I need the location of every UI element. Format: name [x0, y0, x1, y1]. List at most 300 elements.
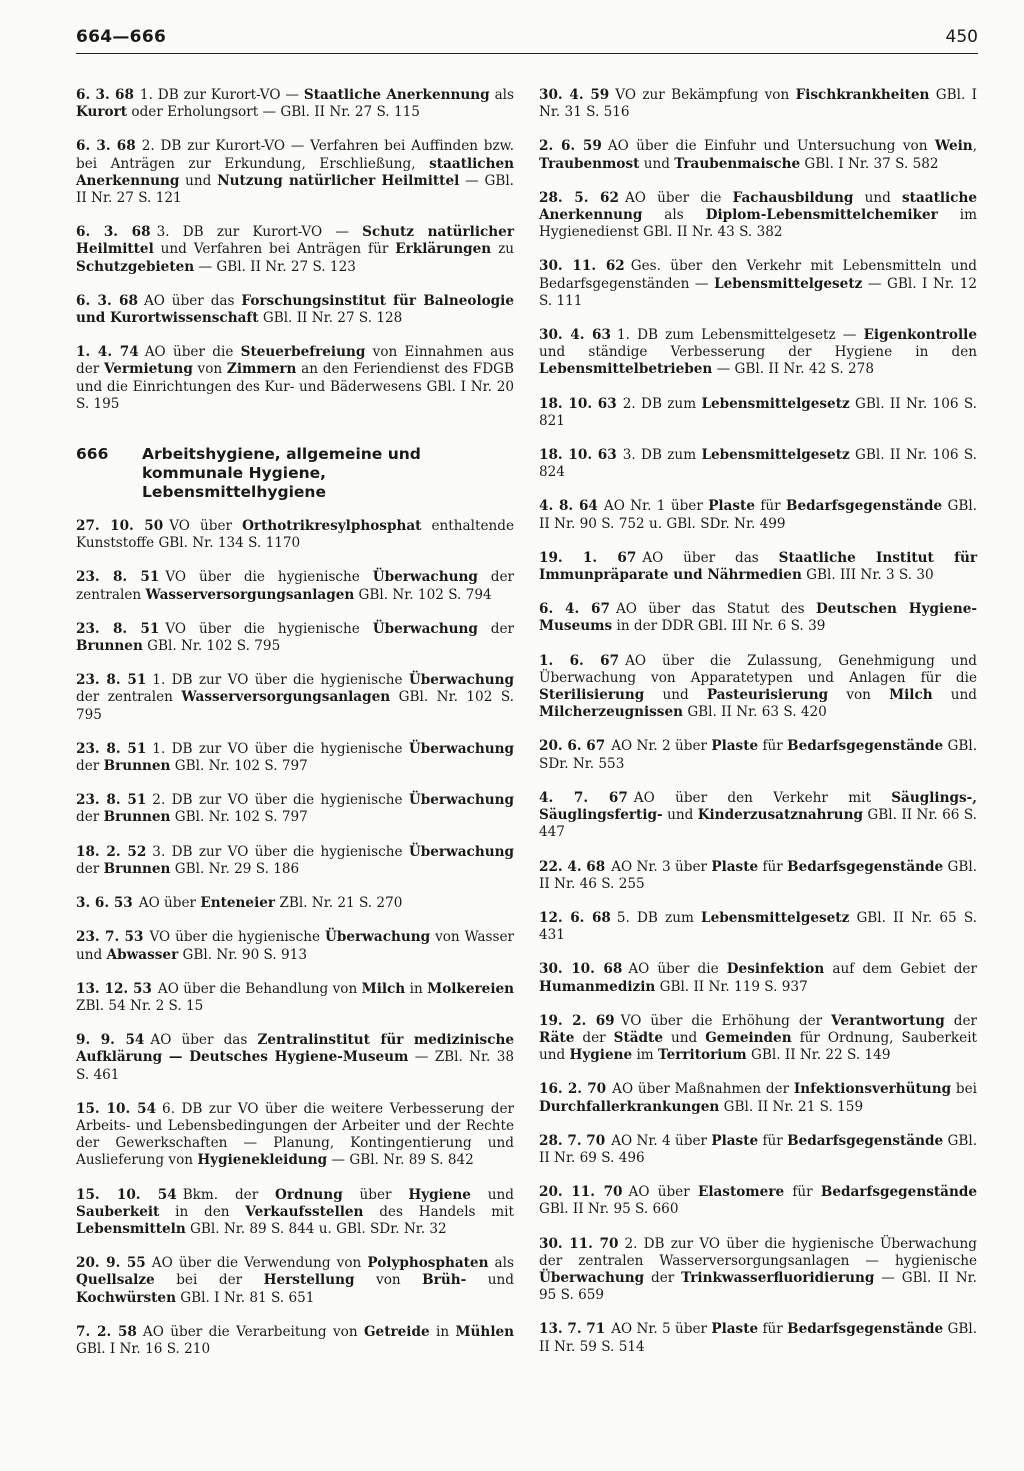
entry-date: 30. 10. 68 — [539, 961, 623, 978]
entry-text: als — [488, 1255, 514, 1272]
entry-text: 1. DB zur Kurort-VO — — [139, 87, 304, 103]
index-entry — [76, 1032, 514, 1084]
index-entry — [76, 138, 514, 207]
entry-date: 23. 8. 51 — [76, 620, 160, 637]
entry-text: — GBl. II Nr. 27 S. 121 — [76, 172, 514, 207]
entry-keyword: Überwachung — [408, 792, 514, 809]
entry-text: und — [639, 155, 675, 172]
entry-keyword: Steuerbefreiung — [240, 344, 366, 361]
entry-keyword: staatlichen Anerkennung — [76, 155, 514, 189]
entry-keyword: Mühlen — [455, 1323, 515, 1340]
index-entry — [539, 447, 977, 481]
entry-text: — GBl. II Nr. 42 S. 278 — [712, 361, 874, 378]
entries-continued — [76, 87, 514, 413]
entry-keyword: Elastomere — [697, 1184, 785, 1201]
entry-text: AO über die — [628, 961, 727, 978]
entry-date: 16. 2. 70 — [539, 1081, 607, 1098]
index-entry — [539, 138, 977, 172]
entry-text: GBl. Nr. 102 S. 795 — [76, 689, 514, 723]
entry-text: ZBl. Nr. 21 S. 270 — [275, 895, 403, 912]
entry-keyword: Lebensmittelgesetz — [714, 275, 863, 292]
entry-text: GBl. I Nr. 31 S. 516 — [539, 87, 977, 121]
entry-text: AO über den Verkehr mit — [633, 789, 892, 806]
index-entry — [539, 190, 977, 242]
entry-keyword: Zentralinstitut für medizinische Aufklärung — Deutsches Hygiene-Museum — [76, 1032, 514, 1066]
entry-keyword: Trinkwasserfluoridierung — [681, 1269, 875, 1286]
entry-keyword: Bedarfsgegenstände — [787, 1321, 944, 1338]
index-entry — [76, 929, 514, 963]
index-entry — [76, 1324, 514, 1358]
entry-text: 1. DB zur VO über die hygienische — [152, 740, 409, 757]
entry-text: AO Nr. 2 über — [611, 738, 712, 755]
entry-text: GBl. Nr. 102 S. 794 — [354, 586, 492, 603]
entry-text: GBl. SDr. Nr. 553 — [539, 738, 978, 772]
entry-date: 4. 8. 64 — [539, 498, 598, 515]
entry-text: und — [853, 189, 903, 206]
index-entry — [76, 87, 514, 121]
entry-text: der — [944, 1012, 977, 1029]
section-number: 666 — [76, 445, 109, 464]
entry-keyword: Ordnung — [275, 1186, 343, 1203]
entry-text: 2. DB zum — [622, 395, 702, 412]
entry-text: 3. DB zum — [622, 447, 702, 464]
index-entry — [539, 790, 977, 842]
entry-keyword: Orthotrikresylphosphat — [242, 518, 422, 535]
entry-text: oder Erholungsort — GBl. II Nr. 27 S. 115 — [127, 104, 420, 121]
index-entry — [539, 601, 977, 635]
index-entry — [76, 981, 514, 1015]
entry-date: 20. 9. 55 — [76, 1255, 146, 1272]
index-entry — [539, 1013, 977, 1065]
index-entry — [539, 1184, 977, 1218]
entry-keyword: Überwachung — [408, 672, 514, 689]
header-section-range: 664—666 — [76, 27, 167, 47]
entry-keyword: Plaste — [711, 1132, 759, 1149]
entry-text: von — [192, 361, 227, 378]
entry-keyword: Bedarfsgegenstände — [786, 498, 943, 515]
entry-text: 1. DB zum Lebensmittelgesetz — — [616, 327, 864, 344]
entry-keyword: Hygiene — [569, 1047, 633, 1064]
index-entry — [539, 1081, 977, 1115]
entry-date: 2. 6. 59 — [539, 138, 602, 155]
entry-keyword: Hygiene — [408, 1186, 471, 1203]
entry-text: als — [642, 207, 706, 224]
entry-keyword: Verkaufsstellen — [245, 1203, 364, 1220]
entry-text: ZBl. 54 Nr. 2 S. 15 — [76, 997, 204, 1014]
entry-text: als — [489, 87, 514, 103]
entry-text: für — [758, 858, 788, 875]
entry-text: AO über das — [150, 1032, 258, 1049]
entry-text: der — [76, 809, 104, 826]
entry-keyword: Milcherzeugnissen — [539, 704, 683, 721]
entry-keyword: Brunnen — [76, 638, 143, 655]
entry-keyword: Plaste — [711, 1321, 759, 1338]
index-entry — [539, 87, 977, 121]
index-entry — [539, 738, 977, 772]
entry-keyword: Brunnen — [103, 809, 171, 826]
entry-text: im — [632, 1047, 659, 1064]
entry-text: im Hygienedienst GBl. II Nr. 43 S. 382 — [539, 207, 977, 241]
entry-keyword: Traubenmaische — [674, 155, 801, 172]
entry-text: VO zur Bekämpfung von — [615, 87, 796, 103]
entry-text: VO über die hygienische — [165, 620, 373, 637]
entry-keyword: Sterilisierung — [539, 687, 645, 704]
entry-keyword: Polyphosphaten — [367, 1255, 489, 1272]
entry-keyword: Deutschen Hygiene-Museums — [539, 601, 977, 635]
entry-date: 3. 6. 53 — [76, 895, 133, 912]
entry-text: in — [405, 980, 428, 997]
entry-date: 13. 12. 53 — [76, 980, 152, 997]
index-entry — [539, 1133, 977, 1167]
entry-keyword: Molkereien — [427, 980, 515, 997]
index-entry — [76, 672, 514, 724]
entry-keyword: Brunnen — [103, 860, 171, 877]
entry-date: 18. 2. 52 — [76, 843, 147, 860]
index-entry — [76, 293, 514, 327]
entry-keyword: Lebensmittelgesetz — [701, 909, 850, 926]
entry-text: GBl. II Nr. 27 S. 128 — [258, 310, 403, 327]
entry-text: 5. DB zum — [616, 909, 702, 926]
section-heading — [76, 445, 514, 502]
entry-keyword: Kinderzusatznahrung — [697, 807, 863, 824]
entry-text: GBl. II Nr. 90 S. 752 u. GBl. SDr. Nr. 499 — [539, 498, 977, 532]
entry-text: für — [754, 498, 787, 515]
entry-date: 23. 7. 53 — [76, 929, 144, 946]
entry-text: von Wasser und — [76, 929, 515, 963]
entry-keyword: Lebensmittelgesetz — [701, 395, 850, 412]
entry-text: GBl. Nr. 90 S. 913 — [178, 946, 307, 963]
entry-text: GBl. II Nr. 106 S. 824 — [539, 447, 977, 481]
entry-text: AO über die Verwendung von — [151, 1255, 368, 1272]
entry-text: GBl. II Nr. 65 S. 431 — [539, 909, 977, 944]
entry-text: AO über Maßnahmen der — [612, 1081, 794, 1098]
entry-date: 1. 6. 67 — [539, 652, 620, 669]
entry-keyword: Bedarfsgegenstände — [787, 738, 944, 755]
entry-text: bei — [951, 1081, 977, 1098]
index-entry — [76, 621, 514, 655]
entry-date: 23. 8. 51 — [76, 569, 160, 586]
entry-date: 20. 6. 67 — [539, 738, 606, 755]
index-entry — [539, 1321, 977, 1355]
index-entry — [76, 844, 514, 878]
entry-text: AO Nr. 1 über — [603, 498, 709, 515]
entry-text: VO über — [169, 518, 243, 535]
entry-date: 27. 10. 50 — [76, 518, 164, 535]
entry-keyword: Bedarfsgegenstände — [820, 1184, 977, 1201]
entry-text: GBl. Nr. 89 S. 844 u. GBl. SDr. Nr. 32 — [185, 1220, 447, 1237]
entry-text: für — [758, 1132, 788, 1149]
entry-text: 2. DB zur Kurort-VO — Verfahren bei Auffinden bzw. bei Anträgen zur Erkundung, Erschließung, — [76, 138, 515, 172]
entry-date: 22. 4. 68 — [539, 858, 606, 875]
entry-text: der — [76, 758, 104, 775]
entry-text: der — [644, 1269, 682, 1286]
entry-date: 6. 4. 67 — [539, 601, 610, 618]
index-entry — [539, 961, 977, 995]
entry-keyword: Wasserversorgungsanlagen — [181, 689, 391, 706]
entry-keyword: Kochwürsten — [76, 1289, 176, 1306]
entry-date: 7. 2. 58 — [76, 1323, 137, 1340]
page-number: 450 — [945, 27, 978, 47]
entry-text: auf dem Gebiet der — [824, 961, 977, 978]
entry-date: 30. 11. 62 — [539, 258, 625, 275]
entry-text: — GBl. Nr. 89 S. 842 — [327, 1152, 474, 1169]
entry-date: 23. 8. 51 — [76, 792, 147, 809]
entry-text: AO über — [628, 1184, 698, 1201]
entry-text: GBl. II Nr. 46 S. 255 — [539, 858, 978, 892]
entry-keyword: Desinfektion — [726, 961, 825, 978]
header-rule — [76, 53, 978, 54]
section-title: Arbeitshygiene, allgemeine und kommunale Hygiene, Lebensmittelhygiene — [142, 445, 421, 502]
entry-keyword: Überwachung — [408, 740, 514, 757]
entry-text: und — [470, 1186, 514, 1203]
entry-text: AO über das — [642, 549, 779, 566]
entry-text: AO über die — [144, 344, 241, 361]
entry-keyword: Staatliche Institut für Immunpräparate und Nährmedien — [539, 549, 977, 584]
entry-keyword: Milch — [889, 687, 933, 704]
entry-keyword: Durchfallerkrankungen — [539, 1098, 720, 1115]
entry-keyword: Städte — [613, 1029, 663, 1046]
entry-keyword: Plaste — [711, 858, 759, 875]
entry-text: GBl. II Nr. 66 S. 447 — [539, 807, 977, 841]
entry-text: GBl. I Nr. 81 S. 651 — [175, 1289, 315, 1306]
entry-text: Ges. über den Verkehr mit Lebensmitteln und Bedarfsgegenständen — — [539, 258, 977, 292]
entry-text: AO über die — [624, 189, 733, 206]
entry-date: 9. 9. 54 — [76, 1032, 145, 1049]
entry-keyword: Überwachung — [372, 620, 478, 637]
index-entry — [539, 1236, 977, 1305]
entry-keyword: Fachausbildung — [732, 189, 854, 206]
entry-keyword: Wein — [934, 138, 973, 155]
entry-date: 28. 5. 62 — [539, 189, 619, 206]
entry-text: der — [574, 1029, 614, 1046]
entry-keyword: Nutzung natürlicher Heilmittel — [217, 172, 460, 189]
entry-keyword: Kurort — [76, 104, 128, 121]
entry-text: der — [477, 620, 514, 637]
entry-keyword: Territorium — [658, 1047, 747, 1064]
entry-text: Bkm. der — [182, 1186, 276, 1203]
index-entry — [76, 1255, 514, 1307]
entry-keyword: staatliche Anerkennung — [539, 189, 977, 224]
entry-keyword: Überwachung — [325, 929, 431, 946]
index-entry — [539, 859, 977, 893]
entry-text: GBl. Nr. 102 S. 797 — [170, 809, 308, 826]
entry-text: 2. DB zur VO über die hygienische Überwachung der zentralen Wasserversorgungsanlagen — hygienische — [539, 1235, 977, 1269]
entry-date: 30. 4. 59 — [539, 87, 610, 103]
entry-keyword: Humanmedizin — [539, 978, 656, 995]
entry-keyword: Lebensmittelbetrieben — [539, 361, 713, 378]
right-column — [539, 87, 977, 1373]
entry-date: 19. 1. 67 — [539, 549, 637, 566]
entry-date: 18. 10. 63 — [539, 395, 617, 412]
index-entry — [539, 498, 977, 532]
entry-text: — ZBl. Nr. 38 S. 461 — [76, 1049, 515, 1083]
entry-keyword: Erklärungen — [395, 241, 492, 258]
entry-keyword: Wasserversorgungsanlagen — [145, 586, 355, 603]
entry-text: GBl. II Nr. 63 S. 420 — [683, 704, 827, 721]
entry-text: und ständige Verbesserung der Hygiene in den — [539, 344, 977, 361]
entry-text: enthaltende Kunststoffe GBl. Nr. 134 S. 1170 — [76, 518, 514, 552]
entry-text: AO über das Statut des — [615, 601, 816, 618]
entry-keyword: Zimmern — [226, 361, 297, 378]
entry-text: und — [662, 1029, 706, 1046]
entry-keyword: Lebensmitteln — [76, 1220, 186, 1237]
index-entry — [76, 895, 514, 912]
entry-date: 15. 10. 54 — [76, 1186, 177, 1203]
entry-text: — GBl. II Nr. 27 S. 123 — [194, 258, 356, 275]
entry-text: AO über die Verarbeitung von — [142, 1323, 364, 1340]
entry-keyword: Bedarfsgegenstände — [787, 1132, 944, 1149]
entry-keyword: Getreide — [363, 1323, 430, 1340]
entry-text: für Ordnung, Sauberkeit und — [539, 1029, 978, 1064]
entry-text: GBl. II Nr. 22 S. 149 — [746, 1047, 891, 1064]
entry-keyword: Sauberkeit — [76, 1203, 160, 1220]
entry-date: 6. 3. 68 — [76, 138, 136, 155]
index-entry — [539, 396, 977, 430]
entry-text: AO über die Einfuhr und Untersuchung von — [607, 138, 935, 155]
entry-keyword: Pasteurisierung — [706, 687, 829, 704]
section-entries-continued — [539, 87, 977, 1356]
entry-text: GBl. II Nr. 21 S. 159 — [719, 1098, 864, 1115]
entry-text: GBl. II Nr. 119 S. 937 — [655, 978, 808, 995]
entry-text: für — [784, 1184, 821, 1201]
entry-text: und — [644, 687, 707, 704]
entry-date: 20. 11. 70 — [539, 1184, 623, 1201]
entry-keyword: Lebensmittelgesetz — [701, 447, 850, 464]
entry-date: 6. 3. 68 — [76, 87, 134, 103]
entry-keyword: Diplom-Lebensmittelchemiker — [705, 207, 938, 224]
entry-keyword: Eigenkontrolle — [863, 327, 977, 344]
entry-text: 3. DB zur VO über die hygienische — [152, 843, 409, 860]
entry-text: für — [758, 1321, 788, 1338]
entry-keyword: Forschungsinstitut für Balneologie und Kurortwissenschaft — [76, 292, 514, 327]
entry-text: von — [828, 687, 890, 704]
entry-text: zu — [491, 241, 514, 258]
entry-text: an den Feriendienst des FDGB und die Einrichtungen des Kur- und Bäderwesens GBl. I Nr. 20 S. 195 — [76, 361, 514, 412]
entry-keyword: Überwachung — [372, 569, 478, 586]
entry-keyword: Plaste — [711, 738, 759, 755]
entry-keyword: Milch — [361, 980, 406, 997]
entry-date: 23. 8. 51 — [76, 740, 147, 757]
entry-text: der zentralen — [76, 569, 514, 603]
entry-text: GBl. II Nr. 59 S. 514 — [539, 1321, 978, 1355]
entry-text: und — [932, 687, 977, 704]
entry-text: AO über das — [143, 292, 242, 309]
entry-text: AO über die Behandlung von — [157, 980, 362, 997]
entry-date: 13. 7. 71 — [539, 1321, 606, 1338]
entry-text: der zentralen — [76, 689, 182, 706]
entry-text: GBl. II Nr. 106 S. 821 — [539, 395, 977, 429]
section-entries — [76, 518, 514, 1358]
entry-keyword: Verantwortung — [831, 1012, 945, 1029]
entry-text: 1. DB zur VO über die hygienische — [152, 672, 409, 689]
entry-keyword: Traubenmost — [539, 155, 640, 172]
entry-text: und — [466, 1272, 514, 1289]
entry-text: von Einnahmen aus der — [76, 344, 515, 378]
entry-text: und Verfahren bei Anträgen für — [153, 241, 396, 258]
entry-text: — GBl. II Nr. 95 S. 659 — [539, 1269, 977, 1304]
entry-keyword: Schutz natürlicher Heilmittel — [76, 224, 514, 258]
entry-keyword: Brüh- — [422, 1272, 467, 1289]
entry-date: 12. 6. 68 — [539, 909, 611, 926]
entry-date: 15. 10. 54 — [76, 1100, 157, 1117]
entry-text: GBl. I Nr. 16 S. 210 — [76, 1340, 211, 1357]
index-entry — [76, 741, 514, 775]
entry-text: in den — [159, 1203, 246, 1220]
index-entry — [539, 653, 977, 722]
entry-date: 18. 10. 63 — [539, 447, 617, 464]
entry-keyword: Abwasser — [106, 946, 179, 963]
entry-text: GBl. Nr. 102 S. 795 — [142, 638, 281, 655]
entry-text: VO über die hygienische — [149, 929, 326, 946]
entry-keyword: Herstellung — [263, 1272, 355, 1289]
entry-date: 4. 7. 67 — [539, 789, 628, 806]
index-entry — [76, 792, 514, 826]
index-entry — [539, 327, 977, 379]
entry-text: AO über — [138, 895, 201, 912]
entry-text: über — [342, 1186, 409, 1203]
entry-date: 6. 3. 68 — [76, 224, 151, 241]
entry-text: und — [179, 172, 218, 189]
entry-text: GBl. II Nr. 69 S. 496 — [539, 1132, 978, 1166]
entry-date: 28. 7. 70 — [539, 1132, 606, 1149]
index-entry — [76, 344, 514, 413]
entry-date: 1. 4. 74 — [76, 344, 139, 361]
entry-date: 30. 4. 63 — [539, 327, 611, 344]
entry-keyword: Überwachung — [539, 1269, 645, 1286]
entry-text: AO über die Zulassung, Genehmigung und Überwachung von Apparatetypen und Anlagen für die — [539, 652, 978, 686]
entry-text: für — [758, 738, 788, 755]
entry-keyword: Fischkrankheiten — [795, 87, 930, 103]
entry-keyword: Räte — [539, 1029, 575, 1046]
index-entry — [76, 518, 514, 552]
entry-text: AO Nr. 4 über — [611, 1132, 712, 1149]
entry-text: 3. DB zur Kurort-VO — — [156, 224, 363, 241]
entry-keyword: Bedarfsgegenstände — [787, 858, 944, 875]
entry-keyword: Gemeinden — [705, 1029, 792, 1046]
entry-text: — GBl. I Nr. 12 S. 111 — [539, 275, 977, 309]
entry-text: VO über die Erhöhung der — [620, 1012, 832, 1029]
entry-keyword: Plaste — [708, 498, 755, 515]
entry-text: GBl. I Nr. 37 S. 582 — [800, 155, 939, 172]
entry-text: in der DDR GBl. III Nr. 6 S. 39 — [612, 618, 826, 635]
entry-keyword: Brunnen — [103, 758, 171, 775]
entry-text: und — [662, 807, 698, 824]
index-entry — [539, 550, 977, 584]
entry-text: GBl. II Nr. 95 S. 660 — [539, 1201, 679, 1218]
entry-text: der — [76, 860, 104, 877]
entry-text: 6. DB zur VO über die weitere Verbesserung der Arbeits- und Lebensbedingungen der Arbeiter und der Rechte der Gewerkschaften — Planung, Kontingentierung und Auslieferung von — [76, 1100, 515, 1169]
entry-text: bei der — [154, 1272, 264, 1289]
entry-keyword: Säuglings-, Säuglingsfertig- — [539, 789, 977, 824]
entry-text: AO Nr. 5 über — [611, 1321, 712, 1338]
index-entry — [539, 910, 977, 944]
entry-text: 2. DB zur VO über die hygienische — [152, 792, 409, 809]
index-entry — [76, 1187, 514, 1239]
entry-text: , — [972, 138, 978, 155]
entry-keyword: Schutzgebieten — [76, 258, 195, 275]
entry-text: AO Nr. 3 über — [611, 858, 712, 875]
entry-keyword: Vermietung — [103, 361, 193, 378]
index-entry — [76, 224, 514, 276]
entry-text: von — [354, 1272, 423, 1289]
entry-text: in — [429, 1323, 456, 1340]
entry-keyword: Hygienekleidung — [197, 1152, 328, 1169]
entry-date: 30. 11. 70 — [539, 1235, 619, 1252]
entry-date: 19. 2. 69 — [539, 1012, 615, 1029]
entry-text: GBl. Nr. 29 S. 186 — [170, 860, 300, 877]
entry-text: GBl. Nr. 102 S. 797 — [170, 758, 308, 775]
entry-date: 6. 3. 68 — [76, 292, 138, 309]
